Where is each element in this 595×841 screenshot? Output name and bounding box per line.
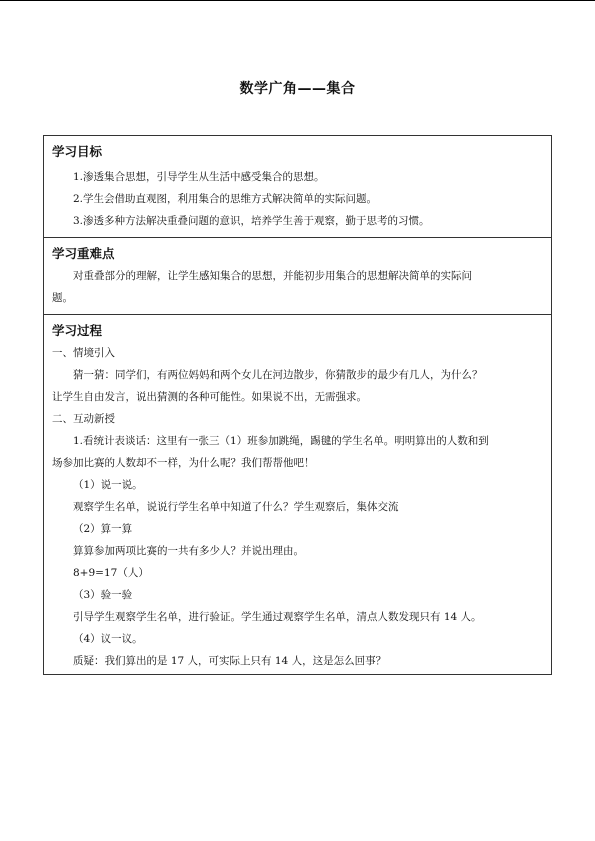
step3-text: 引导学生观察学生名单，进行验证。学生通过观察学生名单，清点人数发现只有 14 人。 (73, 611, 482, 623)
keypoints-text-line2: 题。 (52, 292, 73, 304)
goals-heading: 学习目标 (52, 144, 103, 159)
item1-line1: 1.看统计表谈话：这里有一张三（1）班参加跳绳，踢毽的学生名单。明明算出的人数和到 (73, 435, 489, 447)
item1-line2: 场参加比赛的人数却不一样，为什么呢？我们帮帮他吧！ (52, 457, 315, 469)
keypoints-heading: 学习重难点 (52, 246, 115, 261)
part1-title: 一、情境引入 (52, 347, 115, 359)
step1-title: （1）说一说。 (73, 479, 143, 491)
top-rule (0, 0, 595, 1)
keypoints-text-line1: 对重叠部分的理解，让学生感知集合的思想，并能初步用集合的思想解决简单的实际问 (73, 270, 472, 282)
goal-item-2: 2.学生会借助直观图，利用集合的思维方式解决简单的实际问题。 (73, 193, 378, 205)
goal-item-1: 1.渗透集合思想，引导学生从生活中感受集合的思想。 (73, 171, 325, 183)
part1-line2: 让学生自由发言，说出猜测的各种可能性。如果说不出，无需强求。 (52, 391, 367, 403)
step2-title: （2）算一算 (73, 523, 133, 535)
step4-title: （4）议一议。 (73, 633, 143, 645)
step1-text: 观察学生名单，说说行学生名单中知道了什么？学生观察后，集体交流 (73, 501, 399, 513)
step2-formula: 8+9=17（人） (73, 567, 149, 579)
goal-item-3: 3.渗透多种方法解决重叠问题的意识，培养学生善于观察，勤于思考的习惯。 (73, 215, 430, 227)
step4-text: 质疑：我们算出的是 17 人，可实际上只有 14 人，这是怎么回事？ (73, 655, 387, 667)
process-heading: 学习过程 (52, 323, 103, 338)
process-section (44, 314, 551, 674)
goals-section (44, 141, 551, 237)
part2-title: 二、互动新授 (52, 413, 115, 425)
step3-title: （3）验一验 (73, 589, 133, 601)
page-title: 数学广角——集合 (239, 81, 356, 97)
keypoints-section (44, 237, 551, 314)
part1-line1: 猜一猜：同学们，有两位妈妈和两个女儿在河边散步，你猜散步的最少有几人，为什么？ (73, 369, 483, 381)
lesson-table (43, 135, 552, 675)
step2-text: 算算参加两项比赛的一共有多少人？并说出理由。 (73, 545, 304, 557)
